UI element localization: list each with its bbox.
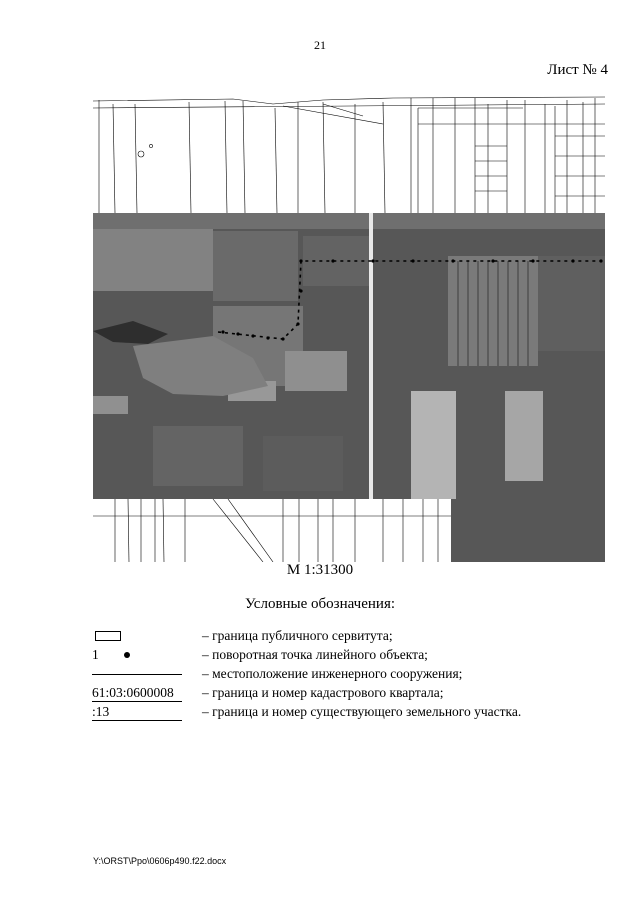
- legend-symbol-cadastral-quarter: [92, 684, 184, 702]
- footer-file-path: Y:\ORST\Ppo\0606p490.f22.docx: [93, 856, 227, 866]
- legend-item-cadastral-quarter: [92, 684, 612, 702]
- legend-symbol-point: [92, 646, 184, 664]
- legend-symbol-rectangle: [92, 627, 184, 645]
- legend-item-land-plot: [92, 703, 612, 721]
- cadastral-quarter-number: 61:03:0600008: [92, 684, 182, 702]
- orthophoto-zone: [93, 213, 605, 501]
- legend-symbol-line: [92, 665, 184, 683]
- legend-description: – поворотная точка линейного объекта;: [202, 647, 428, 662]
- legend-symbol-land-plot: [92, 703, 184, 721]
- legend-item-turning-point: [92, 646, 612, 664]
- point-number: 1: [92, 647, 99, 662]
- map-image: [93, 96, 605, 562]
- map-scale: М 1:31300: [286, 562, 354, 578]
- land-plot-number: :13: [92, 703, 182, 721]
- point-dot-icon: [124, 652, 130, 658]
- legend-description: – местоположение инженерного сооружения;: [202, 666, 463, 681]
- page-number: 21: [314, 38, 326, 52]
- sheet-label: Лист № 4: [547, 62, 608, 78]
- legend-description: – граница и номер кадастрового квартала;: [202, 685, 444, 700]
- cadastral-map: [93, 96, 605, 562]
- rectangle-icon: [95, 631, 121, 641]
- legend-title: Условные обозначения:: [244, 596, 396, 612]
- legend-description: – граница публичного сервитута;: [202, 628, 393, 643]
- legend-item-servitude-boundary: [92, 627, 612, 645]
- legend-item-engineering-structure: [92, 665, 612, 683]
- line-icon: [92, 674, 182, 675]
- legend-description: – граница и номер существующего земельного участка.: [202, 704, 522, 719]
